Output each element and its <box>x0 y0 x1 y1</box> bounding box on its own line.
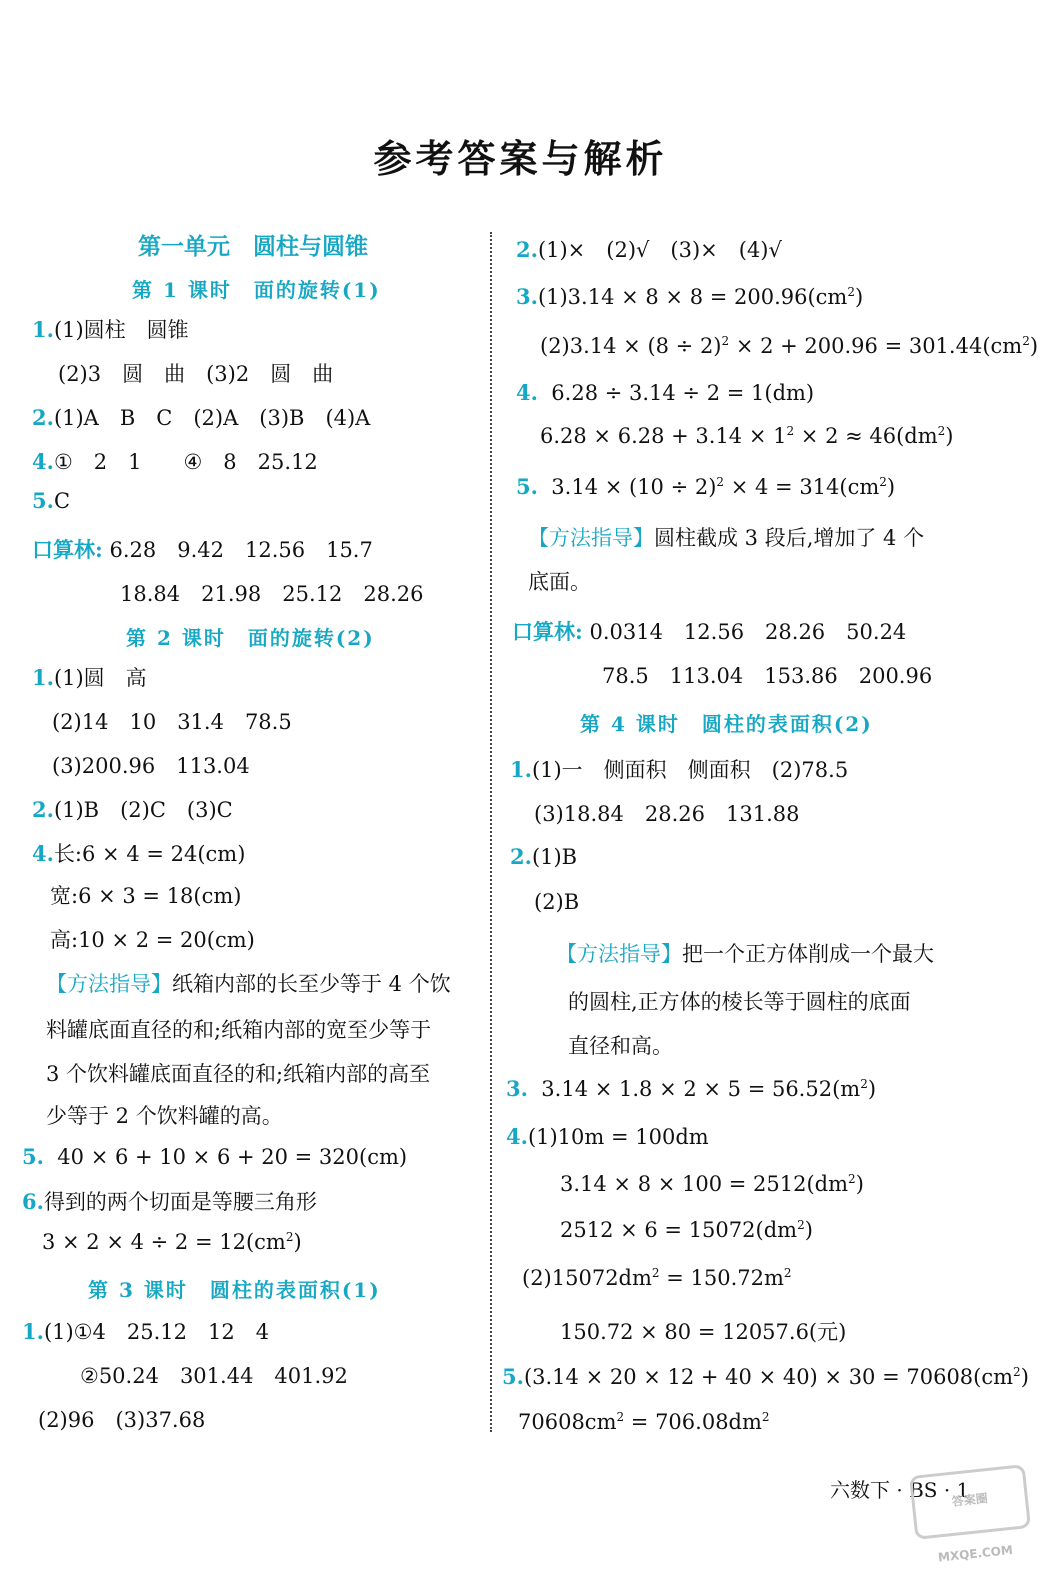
r-q4: 4. 6.28 ÷ 3.14 ÷ 2 = 1(dm) <box>516 380 815 405</box>
l4-q1-part2: (3)18.84 28.26 131.88 <box>534 802 800 826</box>
l2-q4: 4.长:6 × 4 = 24(cm) <box>32 841 246 866</box>
l1-q1: 1.(1)圆柱 圆锥 <box>32 317 189 342</box>
l1-mental-math-2: 18.84 21.98 25.12 28.26 <box>120 582 424 606</box>
l2-q5: 5. 40 × 6 + 10 × 6 + 20 = 320(cm) <box>22 1144 408 1169</box>
l2-q2: 2.(1)B (2)C (3)C <box>32 797 233 822</box>
l2-q6: 6.得到的两个切面是等腰三角形 <box>22 1189 317 1214</box>
l4-q1: 1.(1)一 侧面积 侧面积 (2)78.5 <box>510 757 849 782</box>
l1-q2: 2.(1)A B C (2)A (3)B (4)A <box>32 405 371 430</box>
l4-q5-part2: $70608cm^2 = 706.08dm^2$ <box>518 1410 770 1434</box>
l4-method-2: 的圆柱,正方体的棱长等于圆柱的底面 <box>568 990 911 1014</box>
l2-method: 【方法指导】纸箱内部的长至少等于 4 个饮 <box>46 972 451 996</box>
l4-q5: $5.(3.14 \times 20 \times 12 + 40 \times 40) \times 30 = 70608(cm^2)$ <box>502 1364 1029 1389</box>
l4-q4-part5: 150.72 × 80 = 12057.6(元) <box>560 1320 847 1344</box>
l1-q5: 5.C <box>32 488 71 513</box>
l3-q1-part3: (2)96 (3)37.68 <box>38 1408 206 1432</box>
l3-q1-part2: ②50.24 301.44 401.92 <box>80 1364 348 1388</box>
l4-q2-part2: (2)B <box>534 890 580 914</box>
l2-method-3: 3 个饮料罐底面直径的和;纸箱内部的高至 <box>46 1062 431 1086</box>
r-q2: 2.(1)× (2)√ (3)× (4)√ <box>516 237 782 262</box>
l4-method-3: 直径和高。 <box>568 1034 673 1058</box>
r-mental-math: 口算林: 0.0314 12.56 28.26 50.24 <box>512 619 907 644</box>
page-title: 参考答案与解析 <box>373 136 668 181</box>
l2-q1: 1.(1)圆 高 <box>32 665 147 690</box>
lesson-4-title: 第 4 课时 圆柱的表面积(2) <box>580 712 873 736</box>
l2-q1-part2: (2)14 10 31.4 78.5 <box>52 710 292 734</box>
r-q3: $3.(1)3.14 \times 8 \times 8 = 200.96(cm^2)$ <box>516 284 864 309</box>
l4-q4-part4: $(2)15072dm^2 = 150.72m^2$ <box>522 1266 792 1290</box>
r-q5: 5. $3.14 \times (10 \div 2)^2 \times 4 = 314(cm^2)$ <box>516 474 896 499</box>
l1-q1-part2: (2)3 圆 曲 (3)2 圆 曲 <box>58 362 334 386</box>
l1-mental-math: 口算林: 6.28 9.42 12.56 15.7 <box>32 537 373 562</box>
l2-q1-part3: (3)200.96 113.04 <box>52 754 250 778</box>
l4-q4-part2: $3.14 \times 8 \times 100 = 2512(dm^2)$ <box>560 1172 864 1196</box>
method-label: 【方法指导】 <box>556 942 682 966</box>
lesson-1-title: 第 1 课时 面的旋转(1) <box>132 278 381 302</box>
l2-q4-width: 宽:6 × 3 = 18(cm) <box>50 884 242 908</box>
r-q3-part2: $(2)3.14 \times (8 \div 2)^2 \times 2 + 200.96 = 301.44(cm^2)$ <box>540 334 1039 358</box>
unit-title: 第一单元 圆柱与圆锥 <box>138 233 368 260</box>
r-method-2: 底面。 <box>528 570 591 594</box>
r-q4-part2: $6.28 \times 6.28 + 3.14 \times 1^2 \times 2 \approx 46(dm^2)$ <box>540 424 954 448</box>
watermark-logo: 答案圈 MXQE.COM <box>909 1464 1031 1540</box>
method-label: 【方法指导】 <box>46 972 172 996</box>
l1-q4: 4.① 2 1 ④ 8 25.12 <box>32 449 318 474</box>
page-footer: 六数下 · BS · 1 <box>830 1478 970 1502</box>
l4-method: 【方法指导】把一个正方体削成一个最大 <box>556 942 934 966</box>
l4-q4-part3: $2512 \times 6 = 15072(dm^2)$ <box>560 1218 813 1242</box>
method-label: 【方法指导】 <box>528 526 654 550</box>
l3-q1: 1.(1)①4 25.12 12 4 <box>22 1319 270 1344</box>
l2-q4-height: 高:10 × 2 = 20(cm) <box>50 928 255 952</box>
l2-method-2: 料罐底面直径的和;纸箱内部的宽至少等于 <box>46 1018 432 1042</box>
l2-method-4: 少等于 2 个饮料罐的高。 <box>46 1104 283 1128</box>
column-divider <box>490 232 492 1432</box>
lesson-3-title: 第 3 课时 圆柱的表面积(1) <box>88 1278 381 1302</box>
lesson-2-title: 第 2 课时 面的旋转(2) <box>126 626 375 650</box>
l2-q6-calc: $3 \times 2 \times 4 \div 2 = 12(cm^2)$ <box>42 1230 302 1254</box>
l4-q4: 4.(1)10m = 100dm <box>506 1124 709 1149</box>
l4-q3: 3. $3.14 \times 1.8 \times 2 \times 5 = 56.52(m^2)$ <box>506 1076 877 1101</box>
r-mental-math-2: 78.5 113.04 153.86 200.96 <box>602 664 933 688</box>
r-method: 【方法指导】圆柱截成 3 段后,增加了 4 个 <box>528 526 925 550</box>
l4-q2: 2.(1)B <box>510 844 578 869</box>
